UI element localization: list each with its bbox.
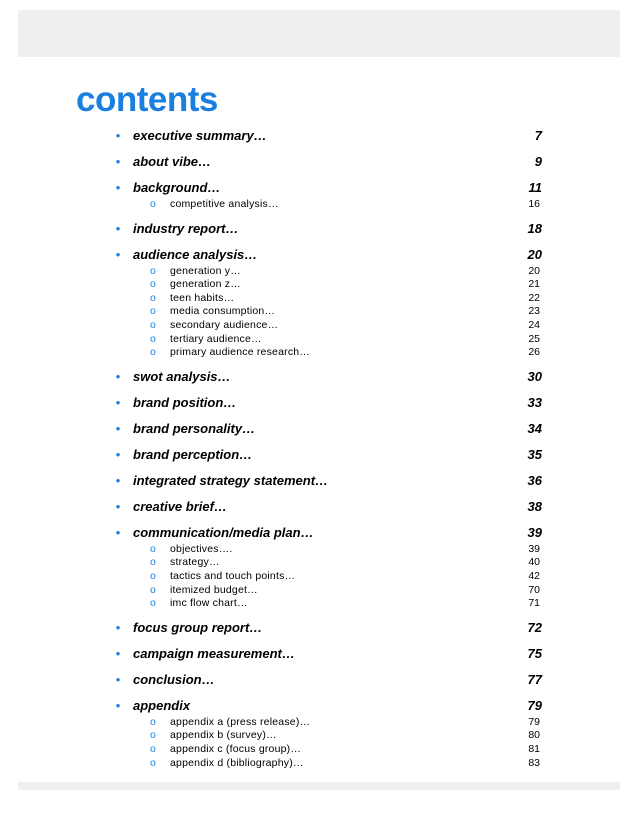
toc-subentry-label[interactable]: generation z… <box>170 278 241 291</box>
toc-subentry[interactable] <box>0 597 638 611</box>
table-of-contents <box>0 127 638 778</box>
hollow-bullet-icon: o <box>150 278 156 291</box>
toc-subentry-list <box>0 198 638 212</box>
toc-subentry-page-number: 24 <box>528 318 540 331</box>
toc-subentry[interactable] <box>0 584 638 598</box>
toc-entry-page-number: 7 <box>534 128 542 143</box>
bullet-icon: • <box>115 220 121 236</box>
page-title: contents <box>76 80 218 119</box>
toc-entry-page-number: 36 <box>527 472 542 488</box>
toc-subentry-page-number: 20 <box>528 264 540 277</box>
toc-entry-row[interactable] <box>0 127 638 145</box>
toc-entry[interactable] <box>0 524 638 611</box>
toc-entry-page-number: 39 <box>527 524 542 540</box>
toc-entry-page-number: 34 <box>527 420 542 436</box>
toc-subentry-page-number: 81 <box>528 742 540 755</box>
toc-entry-page-number: 72 <box>527 619 542 635</box>
toc-subentry-list <box>0 716 638 770</box>
toc-subentry-page-number: 70 <box>528 583 540 596</box>
bullet-icon: • <box>115 524 121 540</box>
bullet-icon: • <box>115 446 121 462</box>
toc-subentry-page-number: 40 <box>528 556 540 569</box>
hollow-bullet-icon: o <box>150 756 156 769</box>
toc-subentry-page-number: 71 <box>528 597 540 610</box>
toc-subentry-label[interactable]: tertiary audience… <box>170 332 262 345</box>
toc-entry-row[interactable] <box>0 472 638 490</box>
toc-entry-label[interactable]: appendix <box>133 697 191 713</box>
toc-entry-label[interactable]: focus group report… <box>133 619 263 635</box>
toc-entry[interactable] <box>0 246 638 360</box>
toc-subentry[interactable] <box>0 743 638 757</box>
toc-subentry-page-number: 22 <box>528 291 540 304</box>
toc-entry-label[interactable]: campaign measurement… <box>133 645 295 661</box>
toc-subentry-label[interactable]: appendix a (press release)… <box>170 715 311 728</box>
toc-subentry[interactable] <box>0 278 638 292</box>
toc-subentry-page-number: 80 <box>528 729 540 742</box>
toc-subentry-label[interactable]: objectives…. <box>170 542 233 555</box>
toc-entry-label[interactable]: communication/media plan… <box>133 524 314 540</box>
toc-subentry-label[interactable]: primary audience research… <box>170 346 311 359</box>
toc-entry[interactable] <box>0 697 638 770</box>
toc-entry[interactable] <box>0 179 638 212</box>
toc-entry-row[interactable] <box>0 498 638 516</box>
hollow-bullet-icon: o <box>150 729 156 742</box>
toc-entry-page-number: 9 <box>534 154 542 169</box>
toc-entry-page-number: 20 <box>527 246 542 262</box>
hollow-bullet-icon: o <box>150 291 156 304</box>
toc-subentry[interactable] <box>0 319 638 333</box>
toc-entry-page-number: 33 <box>527 394 542 410</box>
toc-entry[interactable] <box>0 619 638 637</box>
toc-entry-page-number: 30 <box>527 368 542 384</box>
toc-entry-label[interactable]: brand personality… <box>133 420 256 436</box>
toc-subentry[interactable] <box>0 729 638 743</box>
bullet-icon: • <box>115 180 121 195</box>
toc-entry-label[interactable]: background… <box>133 180 221 195</box>
hollow-bullet-icon: o <box>150 569 156 582</box>
toc-subentry-label[interactable]: tactics and touch points… <box>170 569 296 582</box>
toc-entry[interactable] <box>0 153 638 171</box>
toc-subentry-page-number: 16 <box>528 198 540 210</box>
toc-entry-row[interactable] <box>0 420 638 438</box>
toc-subentry-page-number: 83 <box>528 756 540 769</box>
toc-subentry[interactable] <box>0 292 638 306</box>
hollow-bullet-icon: o <box>150 742 156 755</box>
bullet-icon: • <box>115 420 121 436</box>
bullet-icon: • <box>115 671 121 687</box>
toc-subentry-page-number: 42 <box>528 569 540 582</box>
bullet-icon: • <box>115 697 121 713</box>
toc-entry-row[interactable] <box>0 671 638 689</box>
toc-subentry-label[interactable]: teen habits… <box>170 291 235 304</box>
toc-subentry[interactable] <box>0 556 638 570</box>
hollow-bullet-icon: o <box>150 264 156 277</box>
toc-subentry[interactable] <box>0 543 638 557</box>
toc-entry-row[interactable] <box>0 524 638 542</box>
toc-entry-row[interactable] <box>0 446 638 464</box>
toc-entry-page-number: 11 <box>528 180 542 195</box>
toc-entry[interactable] <box>0 446 638 464</box>
toc-entry-row[interactable] <box>0 368 638 386</box>
toc-subentry-label[interactable]: competitive analysis… <box>170 198 279 210</box>
toc-entry[interactable] <box>0 368 638 386</box>
toc-entry-row[interactable] <box>0 153 638 171</box>
toc-entry-page-number: 77 <box>527 671 542 687</box>
footer-band <box>18 782 620 790</box>
toc-subentry-label[interactable]: media consumption… <box>170 305 276 318</box>
toc-entry-row[interactable] <box>0 697 638 715</box>
toc-entry-row[interactable] <box>0 246 638 264</box>
hollow-bullet-icon: o <box>150 583 156 596</box>
hollow-bullet-icon: o <box>150 332 156 345</box>
toc-subentry-list <box>0 265 638 360</box>
toc-entry-row[interactable] <box>0 619 638 637</box>
toc-entry-label[interactable]: about vibe… <box>133 154 212 169</box>
toc-subentry-label[interactable]: appendix b (survey)… <box>170 729 277 742</box>
hollow-bullet-icon: o <box>150 346 156 359</box>
toc-entry-label[interactable]: brand perception… <box>133 446 253 462</box>
header-band <box>18 10 620 57</box>
toc-entry-row[interactable] <box>0 394 638 412</box>
bullet-icon: • <box>115 128 121 143</box>
toc-subentry-label[interactable]: appendix d (bibliography)… <box>170 756 304 769</box>
toc-subentry-label[interactable]: imc flow chart… <box>170 597 248 610</box>
toc-entry-label[interactable]: creative brief… <box>133 498 227 514</box>
toc-subentry[interactable] <box>0 198 638 212</box>
toc-subentry-label[interactable]: secondary audience… <box>170 318 279 331</box>
toc-entry[interactable] <box>0 420 638 438</box>
bullet-icon: • <box>115 246 121 262</box>
bullet-icon: • <box>115 394 121 410</box>
toc-entry[interactable] <box>0 127 638 145</box>
toc-subentry-page-number: 23 <box>528 305 540 318</box>
toc-entry-page-number: 38 <box>527 498 542 514</box>
toc-entry[interactable] <box>0 645 638 663</box>
toc-entry-page-number: 18 <box>527 220 542 236</box>
toc-subentry-page-number: 21 <box>528 278 540 291</box>
toc-entry-page-number: 79 <box>527 697 542 713</box>
toc-subentry-label[interactable]: itemized budget… <box>170 583 258 596</box>
bullet-icon: • <box>115 619 121 635</box>
toc-entry-label[interactable]: conclusion… <box>133 671 215 687</box>
toc-entry-page-number: 35 <box>527 446 542 462</box>
toc-subentry-page-number: 39 <box>528 542 540 555</box>
toc-entry-page-number: 75 <box>527 645 542 661</box>
bullet-icon: • <box>115 498 121 514</box>
toc-subentry[interactable] <box>0 757 638 771</box>
toc-entry[interactable] <box>0 671 638 689</box>
hollow-bullet-icon: o <box>150 318 156 331</box>
toc-entry-label[interactable]: industry report… <box>133 220 239 236</box>
toc-subentry[interactable] <box>0 570 638 584</box>
toc-subentry[interactable] <box>0 716 638 730</box>
bullet-icon: • <box>115 368 121 384</box>
toc-subentry-label[interactable]: appendix c (focus group)… <box>170 742 302 755</box>
hollow-bullet-icon: o <box>150 556 156 569</box>
hollow-bullet-icon: o <box>150 597 156 610</box>
toc-subentry[interactable] <box>0 305 638 319</box>
toc-entry[interactable] <box>0 220 638 238</box>
toc-subentry-page-number: 25 <box>528 332 540 345</box>
toc-entry-row[interactable] <box>0 645 638 663</box>
toc-subentry-page-number: 79 <box>528 715 540 728</box>
toc-entry[interactable] <box>0 394 638 412</box>
bullet-icon: • <box>115 154 121 169</box>
toc-entry-row[interactable] <box>0 179 638 197</box>
toc-entry-label[interactable]: swot analysis… <box>133 368 231 384</box>
toc-subentry-label[interactable]: strategy… <box>170 556 220 569</box>
toc-subentry[interactable] <box>0 265 638 279</box>
hollow-bullet-icon: o <box>150 542 156 555</box>
hollow-bullet-icon: o <box>150 305 156 318</box>
toc-entry-row[interactable] <box>0 220 638 238</box>
bullet-icon: • <box>115 472 121 488</box>
toc-entry[interactable] <box>0 498 638 516</box>
toc-entry-label[interactable]: brand position… <box>133 394 237 410</box>
bullet-icon: • <box>115 645 121 661</box>
toc-entry-label[interactable]: executive summary… <box>133 128 267 143</box>
hollow-bullet-icon: o <box>150 715 156 728</box>
toc-subentry-list <box>0 543 638 611</box>
toc-entry-label[interactable]: integrated strategy statement… <box>133 472 329 488</box>
toc-subentry-page-number: 26 <box>528 346 540 359</box>
toc-subentry-label[interactable]: generation y… <box>170 264 241 277</box>
hollow-bullet-icon: o <box>150 198 156 210</box>
toc-subentry[interactable] <box>0 333 638 347</box>
toc-entry[interactable] <box>0 472 638 490</box>
toc-subentry[interactable] <box>0 346 638 360</box>
toc-entry-label[interactable]: audience analysis… <box>133 246 258 262</box>
